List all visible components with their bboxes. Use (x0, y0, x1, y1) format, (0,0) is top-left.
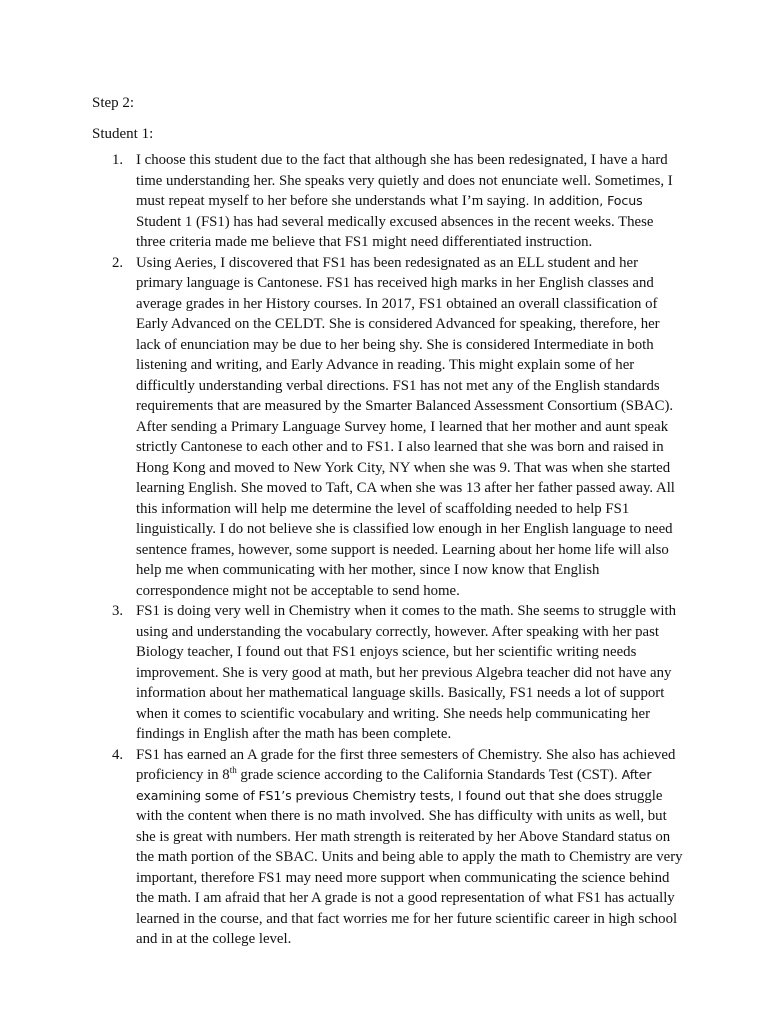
list-item-text: I choose this student due to the fact that although she has been redesignated, I have a hard time understanding her. She speaks very quietly and does not enunciate well. Sometimes, I must repeat myself to her before she understands what I’m saying (136, 152, 673, 209)
list-item-number: 2. (112, 254, 124, 271)
student-subheading: Student 1: (92, 126, 154, 142)
list-item-number: 4. (112, 746, 124, 763)
list-item-number: 1. (112, 152, 124, 168)
list-item-text-sans: . After examining some of FS1’s previous Chemistry tests, I found out that she (136, 767, 652, 803)
superscript: th (229, 765, 237, 776)
list-item-text: grade science according to the California Standards Test (CST) (236, 767, 614, 783)
list-item (92, 150, 686, 253)
list-item (92, 601, 686, 745)
list-item-text: FS1 has earned an A grade for the first three semesters of Chemistry. She also has achieved proficiency in 8 (136, 746, 676, 783)
list-item-text: Student 1 (FS1) has had several medically excused absences in the recent weeks. These three criteria made me believe that FS1 might need differentiated instruction. (136, 213, 654, 250)
list-item-text: Using Aeries, I discovered that FS1 has been redesignated as an ELL student and her primary language is Cantonese. FS1 has received high marks in her English classes and average grades in her History courses. In 2017, FS1 obtained an overall classification of Early Advanced on the CELDT. She is considered Advanced for speaking, therefore, her lack of enunciation may be due to her being shy. She is considered Intermediate in both listening and writing, and Early Advance in reading. This might explain some of her difficultly understanding verbal directions. FS1 has not met any of the English standards requirements that are measured by the Smarter Balanced Assessment Consortium (SBAC). After sending a Primary Language Survey home, I learned that her mother and aunt speak strictly Cantonese to each other and to FS1. I also learned that she was born and raised in Hong Kong and moved to New York City, NY when she was 9. That was when she started learning English. She moved to Taft, CA when she was 13 after her father passed away. All this information will help me determine the level of scaffolding needed to help FS1 linguistically. I do not believe she is classified low enough in her English language to need sentence frames, however, some support is needed. Learning about her home life will also help me when communicating with her mother, since I now know that English correspondence might not be acceptable to send home. (136, 254, 675, 599)
list-item-number: 3. (112, 603, 124, 619)
numbered-list (92, 150, 686, 950)
list-item (92, 253, 686, 602)
step-heading: Step 2: (92, 95, 135, 111)
list-item (92, 745, 686, 950)
list-item-text-sans: . In addition, Focus (525, 193, 643, 208)
list-item-text: does struggle with the content when there is no math involved. She has difficulty with units as well, but she is great with numbers. Her math strength is reiterated by her Above Standard status on the math portion of the SBAC. Units and being able to apply the math to Chemistry are very important, therefore FS1 may need more support when communicating the science behind the math. I am afraid that her A grade is not a good representation of what FS1 has actually learned in the course, and that fact worries me for her future scientific career in high school and in at the college level. (136, 787, 683, 947)
list-item-text: FS1 is doing very well in Chemistry when it comes to the math. She seems to struggle with using and understanding the vocabulary correctly, however. After speaking with her past Biology teacher, I found out that FS1 enjoys science, but her scientific writing needs improvement. She is very good at math, but her previous Algebra teacher did not have any information about her mathematical language skills. Basically, FS1 needs a lot of support when it comes to scientific vocabulary and writing. She needs help communicating her findings in English after the math has been complete. (136, 603, 677, 742)
